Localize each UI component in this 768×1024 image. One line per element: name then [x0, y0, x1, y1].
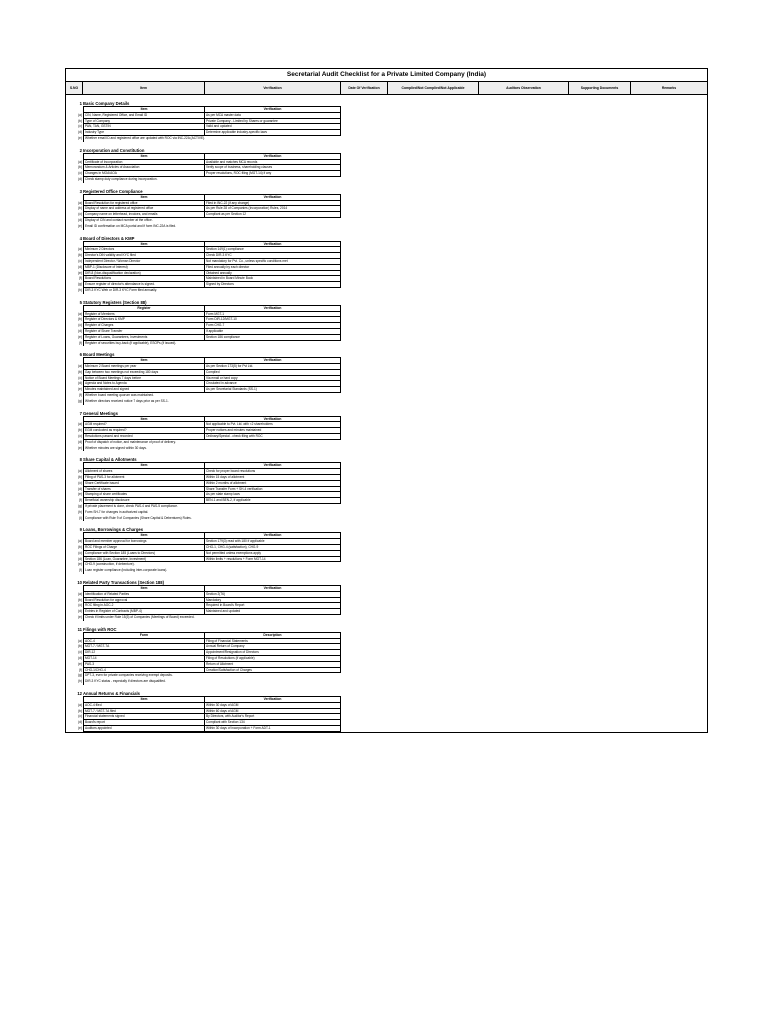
- row-verification: Within 30 days of incorporation + Form ADT-1: [205, 726, 341, 732]
- section-title: General Meetings: [83, 410, 341, 417]
- row-item: MGT-7 / MGT-7A: [83, 644, 205, 650]
- row-serial: (c): [78, 258, 82, 263]
- row-verification: Obtained annually: [205, 271, 341, 277]
- section-number: 7: [79, 410, 82, 416]
- row-serial: (e): [78, 725, 82, 730]
- row-item: CHG-9 (construction, if debenture).: [83, 562, 341, 568]
- row-verification: As per Rule 28 of Companies (Incorporation) Rules, 2014: [205, 206, 341, 212]
- row-verification: Available and matches MCA records: [205, 160, 341, 166]
- row-verification: Filed in INC-22 (if any change): [205, 201, 341, 207]
- section-title: Statutory Registers (Section 88): [83, 299, 341, 306]
- row-verification: Filing of Financial Statements: [205, 639, 341, 645]
- row-verification: Within 2 months of allotment: [205, 481, 341, 487]
- row-serial: (c): [78, 212, 82, 217]
- row-serial: (e): [78, 661, 82, 666]
- checklist-sheet: [65, 68, 708, 733]
- col-date: Date Of Verification: [341, 82, 388, 94]
- row-verification: Required in Board's Report: [205, 603, 341, 609]
- section-header-item: Item: [83, 195, 205, 201]
- row-serial: (c): [78, 323, 82, 328]
- section-number: 2: [79, 147, 82, 153]
- row-serial: (b): [78, 206, 82, 211]
- row-item: Section 186 (Loan, Guarantee, Investment): [83, 557, 205, 563]
- section-header-item: Item: [83, 463, 205, 469]
- section-title: Board Meetings: [83, 351, 341, 358]
- row-item: Entries in Register of Contracts (MBP-4): [83, 609, 205, 615]
- row-item: Board Resolutions: [83, 276, 205, 282]
- row-verification: As per Section 173(5) for Pvt Ltd.: [205, 364, 341, 370]
- section-title-row: [66, 626, 707, 633]
- col-remarks: Remarks: [661, 86, 677, 90]
- row-item: MGT-14: [83, 656, 205, 662]
- row-verification: CHG-1, CHG-4 (satisfaction), CHG-9: [205, 545, 341, 551]
- row-item: Compliance with Rule 9 of Companies (Share Capital & Debentures) Rules.: [83, 516, 341, 522]
- row-serial: (f): [78, 276, 82, 281]
- row-item: Minimum 2 Directors: [83, 247, 205, 253]
- row-serial: (d): [78, 655, 82, 660]
- section-title-row: [66, 188, 707, 195]
- section-header-item: Item: [83, 533, 205, 539]
- row-item: Register of Charges: [83, 323, 205, 329]
- section-title-row: [66, 410, 707, 417]
- row-serial: (c): [78, 603, 82, 608]
- row-item: PAN, TAN, GSTIN: [83, 124, 205, 130]
- row-serial: (c): [78, 480, 82, 485]
- row-serial: (d): [78, 439, 82, 444]
- row-serial: (d): [78, 176, 82, 181]
- row-serial: (g): [78, 504, 82, 509]
- row-item: PAS-3: [83, 662, 205, 668]
- row-serial: (a): [78, 539, 82, 544]
- section-title-row: [66, 690, 707, 697]
- row-serial: (e): [78, 492, 82, 497]
- row-serial: (a): [78, 702, 82, 707]
- section-header-item: Item: [83, 697, 205, 703]
- section-header-item: Item: [83, 242, 205, 248]
- row-verification: Valid and updated: [205, 124, 341, 130]
- section-title: Loans, Borrowings & Charges: [83, 526, 341, 533]
- row-verification: Private Company - Limited by Shares or guarantee: [205, 119, 341, 125]
- checklist-row: [66, 726, 707, 732]
- row-item: If private placement is done, check PAS-4 and PAS-5 compliance.: [83, 504, 341, 510]
- section-title-row: [66, 526, 707, 533]
- section-header-verification: Verification: [205, 107, 341, 113]
- section-number: 3: [79, 188, 82, 194]
- row-item: Form SH-7 for changes in authorized capital.: [83, 510, 341, 516]
- section-header-item: Item: [83, 107, 205, 113]
- row-item: Register of securities buy-back (if applicable), ESOPs (if issued).: [83, 341, 341, 347]
- row-serial: (c): [78, 375, 82, 380]
- section-header-item: Item: [83, 358, 205, 364]
- row-verification: Appointment/Resignation of Directors: [205, 650, 341, 656]
- row-serial: (h): [78, 287, 82, 292]
- row-item: DIR-3 KYC Web or DIR-3 KYC Form filed annually.: [83, 288, 341, 294]
- row-item: DIR-3 KYC status - especially if directors are disqualified.: [83, 679, 341, 685]
- row-item: Certificate of Incorporation: [83, 160, 205, 166]
- row-item: CIN, Name, Registered Office, and Email ID: [83, 113, 205, 119]
- row-item: Industry Type: [83, 130, 205, 136]
- row-serial: (e): [78, 562, 82, 567]
- section-title-row: [66, 235, 707, 242]
- row-item: Whether minutes are signed within 30 days.: [83, 446, 341, 452]
- row-verification: Share Transfer Form + SH-4 verification: [205, 487, 341, 493]
- row-verification: Form CHG-7: [205, 323, 341, 329]
- section-title: Incorporation and Constitution: [83, 147, 341, 154]
- section-header-verification: Verification: [205, 697, 341, 703]
- row-item: Filing of PAS-3 for allotment: [83, 475, 205, 481]
- row-item: Proof of dispatch of notice, and maintenance of proof of delivery.: [83, 440, 341, 446]
- row-item: Resolutions passed and recorded: [83, 434, 205, 440]
- row-item: Beneficial ownership disclosure: [83, 498, 205, 504]
- row-verification: Maintained in Board Minute Book: [205, 276, 341, 282]
- section-8: [66, 451, 707, 521]
- section-header-verification: Verification: [205, 463, 341, 469]
- row-item: Board Resolution for registered office: [83, 201, 205, 207]
- section-title-row: [66, 299, 707, 306]
- section-header-item: Item: [83, 417, 205, 423]
- section-header-verification: Verification: [205, 533, 341, 539]
- section-header-item: Item: [83, 154, 205, 160]
- row-item: CHG-1/CHG-4: [83, 668, 205, 674]
- row-verification: Proper resolutions, ROC filing (MGT-14) if any: [205, 171, 341, 177]
- row-item: Loan register compliance (including inter-corporate loans).: [83, 568, 341, 574]
- col-observation: Auditors Observation: [479, 82, 569, 94]
- section-header-item: Register: [83, 306, 205, 312]
- row-verification: Annual Return of Company: [205, 644, 341, 650]
- row-item: Whether email ID and registered office are updated with ROC via INC-22A (ACTIVE).: [83, 136, 341, 142]
- row-verification: Mandatory: [205, 598, 341, 604]
- row-item: Email ID confirmation on MCA portal and if form INC-22A is filed.: [83, 224, 341, 230]
- section-2: [66, 142, 707, 183]
- row-serial: (b): [78, 118, 82, 123]
- row-serial: (a): [78, 112, 82, 117]
- row-item: Independent Director / Woman Director: [83, 259, 205, 265]
- section-title: Share Capital & Allotments: [83, 456, 341, 463]
- section-title-row: [66, 351, 707, 358]
- row-serial: (b): [78, 165, 82, 170]
- row-verification: Form DIR-12/MGT-10: [205, 317, 341, 323]
- column-header-row: [65, 81, 708, 95]
- row-item: Agenda and Notes to Agenda: [83, 381, 205, 387]
- row-serial: (a): [78, 591, 82, 596]
- row-item: MGT-7 / MGT-7A filed: [83, 709, 205, 715]
- row-item: Ensure register of director's attendance is signed.: [83, 282, 205, 288]
- row-serial: (a): [78, 364, 82, 369]
- section-title-row: [66, 147, 707, 154]
- section-title-row: [66, 100, 707, 107]
- row-serial: (d): [78, 556, 82, 561]
- row-serial: (e): [78, 334, 82, 339]
- section-header-verification: Verification: [205, 586, 341, 592]
- row-verification: Section 2(76): [205, 592, 341, 598]
- row-item: Identification of Related Parties: [83, 592, 205, 598]
- row-item: MBP-1 (Disclosure of Interest): [83, 265, 205, 271]
- row-verification: Complied: [205, 370, 341, 376]
- row-serial: (c): [78, 434, 82, 439]
- sheet-title: Secretarial Audit Checklist for a Private Limited Company (India): [65, 68, 708, 81]
- row-serial: (d): [78, 720, 82, 725]
- row-verification: Proper notices and minutes maintained: [205, 428, 341, 434]
- row-serial: (a): [78, 638, 82, 643]
- row-item: Register of Members: [83, 312, 205, 318]
- row-item: Auditors appointed: [83, 726, 205, 732]
- row-item: Notice of Board Meetings 7 days before: [83, 376, 205, 382]
- row-item: ROC Filings of Charge: [83, 545, 205, 551]
- row-item: AOC-4 filed: [83, 703, 205, 709]
- col-item: Item: [83, 82, 205, 94]
- col-verification: Verification: [205, 82, 341, 94]
- row-item: DPT-3, even for private companies receiving exempt deposits.: [83, 673, 341, 679]
- section-header-verification: Verification: [205, 154, 341, 160]
- row-item: Register of Loans, Guarantees, Investments: [83, 335, 205, 341]
- row-serial: (a): [78, 469, 82, 474]
- row-item: Whether board meeting quorum was maintained.: [83, 393, 341, 399]
- section-header-verification: Verification: [205, 195, 341, 201]
- row-verification: By Directors, with Auditor's Report: [205, 714, 341, 720]
- section-title: Registered Office Compliance: [83, 188, 341, 195]
- row-serial: (a): [78, 422, 82, 427]
- row-item: Board and member approval for borrowings: [83, 539, 205, 545]
- row-serial: (e): [78, 445, 82, 450]
- section-title: Basic Company Details: [83, 100, 341, 107]
- row-serial: (c): [78, 714, 82, 719]
- row-serial: (c): [78, 124, 82, 129]
- row-verification: Filed annually by each director: [205, 265, 341, 271]
- row-verification: BEN-1 and BEN-2, if applicable: [205, 498, 341, 504]
- row-item: Display of CIN and contact number at the office.: [83, 218, 341, 224]
- row-verification: Filing of Resolutions (if applicable): [205, 656, 341, 662]
- row-serial: (b): [78, 428, 82, 433]
- row-serial: (e): [78, 270, 82, 275]
- section-title-row: [66, 456, 707, 463]
- row-verification: Form MGT-1: [205, 312, 341, 318]
- row-item: Display of name and address at registered office: [83, 206, 205, 212]
- row-verification: Within 30 days of AGM: [205, 703, 341, 709]
- section-title: Annual Returns & Financials: [83, 690, 341, 697]
- row-item: EGM conducted as required?: [83, 428, 205, 434]
- row-verification: Not mandatory for Pvt. Co., unless specific conditions met: [205, 259, 341, 265]
- row-verification: Within limits + resolutions + Form MGT-14: [205, 557, 341, 563]
- row-serial: (f): [78, 393, 82, 398]
- row-verification: As per state stamp laws: [205, 492, 341, 498]
- row-serial: (e): [78, 387, 82, 392]
- section-title: Filings with ROC: [83, 626, 341, 633]
- row-verification: Maintained and updated: [205, 609, 341, 615]
- row-item: Check if limits under Rule 15(3) of Companies (Meetings of Board) exceeded.: [83, 615, 341, 621]
- row-item: Gap between two meetings not exceeding 180 days: [83, 370, 205, 376]
- row-item: Minimum 2 Board meetings per year: [83, 364, 205, 370]
- row-verification: Circulated in advance: [205, 381, 341, 387]
- row-item: Type of Company: [83, 119, 205, 125]
- section-11: [66, 621, 707, 685]
- row-item: Minutes maintained and signed: [83, 387, 205, 393]
- row-serial: (b): [78, 708, 82, 713]
- section-7: [66, 405, 707, 452]
- row-item: DIR-8 (Non-disqualification declaration): [83, 271, 205, 277]
- section-number: 12: [77, 690, 82, 696]
- row-item: Changes in MOA/AOA: [83, 171, 205, 177]
- row-serial: (a): [78, 200, 82, 205]
- section-header-verification: Description: [205, 633, 341, 639]
- row-item: Board Resolution for approval: [83, 598, 205, 604]
- section-12: [66, 685, 707, 732]
- section-5: [66, 294, 707, 347]
- row-verification: Check for proper board resolutions: [205, 469, 341, 475]
- row-verification: As per Secretarial Standards (SS-1): [205, 387, 341, 393]
- row-verification: Ordinary/Special - check filing with ROC: [205, 434, 341, 440]
- section-number: 8: [79, 457, 82, 463]
- section-title: Board of Directors & KMP: [83, 235, 341, 242]
- row-serial: (h): [78, 679, 82, 684]
- section-title: Related Party Transactions (Section 188): [83, 579, 341, 586]
- row-serial: (b): [78, 253, 82, 258]
- row-serial: (d): [78, 130, 82, 135]
- row-item: Board's report: [83, 720, 205, 726]
- row-item: DIR-12: [83, 650, 205, 656]
- section-header-verification: Verification: [205, 417, 341, 423]
- row-serial: (d): [78, 486, 82, 491]
- col-complied: Complied/Not Complied/Not Applicable: [388, 82, 479, 94]
- section-number: 9: [79, 527, 82, 533]
- row-serial: (d): [78, 381, 82, 386]
- col-sno: S.NO: [66, 82, 83, 94]
- row-item: Register of Share Transfer: [83, 329, 205, 335]
- row-verification: As per MCA master data: [205, 113, 341, 119]
- row-serial: (d): [78, 217, 82, 222]
- row-item: AGM required?: [83, 422, 205, 428]
- section-6: [66, 346, 707, 404]
- row-item: ROC filing in AOC-2: [83, 603, 205, 609]
- row-item: Director's DIN validity and KYC filed: [83, 253, 205, 259]
- row-verification: If applicable: [205, 329, 341, 335]
- row-verification: Not permitted unless exemptions apply: [205, 551, 341, 557]
- section-number: 10: [77, 580, 82, 585]
- row-serial: (g): [78, 398, 82, 403]
- row-serial: (b): [78, 369, 82, 374]
- row-item: Transfer of shares: [83, 487, 205, 493]
- section-header-item: Form: [83, 633, 205, 639]
- section-9: [66, 521, 707, 574]
- row-serial: (c): [78, 171, 82, 176]
- row-serial: (g): [78, 673, 82, 678]
- section-header-verification: Verification: [205, 306, 341, 312]
- row-verification: Within 15 days of allotment: [205, 475, 341, 481]
- row-item: Stamping of share certificates: [83, 492, 205, 498]
- row-item: Check stamp duty compliance during incorporation.: [83, 177, 341, 183]
- row-verification: Creation/Satisfaction of Charges: [205, 668, 341, 674]
- row-serial: (a): [78, 247, 82, 252]
- row-verification: Verify scope of business, shareholding clauses: [205, 165, 341, 171]
- row-serial: (h): [78, 509, 82, 514]
- row-verification: Section 179(3) read with 180 if applicable: [205, 539, 341, 545]
- section-number: 11: [77, 626, 82, 632]
- row-serial: (f): [78, 340, 82, 345]
- row-serial: (g): [78, 282, 82, 287]
- row-item: Company name on letterhead, invoices, and emails: [83, 212, 205, 218]
- section-number: 6: [79, 352, 82, 358]
- section-header-verification: Verification: [205, 358, 341, 364]
- row-serial: (b): [78, 644, 82, 649]
- row-verification: Section 186 compliance: [205, 335, 341, 341]
- row-serial: (f): [78, 667, 82, 672]
- row-serial: (e): [78, 223, 82, 228]
- section-header-item: Item: [83, 586, 205, 592]
- row-item: Register of Directors & KMP: [83, 317, 205, 323]
- row-verification: Via email or hard copy: [205, 376, 341, 382]
- row-serial: (e): [78, 614, 82, 619]
- row-item: Memorandum & Articles of Association: [83, 165, 205, 171]
- row-item: Allotment of shares: [83, 469, 205, 475]
- row-serial: (b): [78, 545, 82, 550]
- section-number: 4: [79, 235, 82, 241]
- row-verification: Check DIR-3 KYC: [205, 253, 341, 259]
- col-supporting-docs: Supporting Documents: [569, 82, 631, 94]
- section-title-row: [66, 579, 707, 586]
- row-item: AOC-4: [83, 639, 205, 645]
- row-serial: (c): [78, 550, 82, 555]
- row-serial: (e): [78, 135, 82, 140]
- row-verification: Not applicable to Pvt. Ltd. with <2 shareholders: [205, 422, 341, 428]
- row-verification: Signed by Directors: [205, 282, 341, 288]
- row-serial: (d): [78, 609, 82, 614]
- row-item: Share Certificate issued: [83, 481, 205, 487]
- row-serial: (d): [78, 264, 82, 269]
- sections-body: [65, 95, 708, 733]
- row-verification: Compliant as per Section 12: [205, 212, 341, 218]
- row-verification: Section 149(1) compliance: [205, 247, 341, 253]
- row-verification: Determine applicable industry-specific laws: [205, 130, 341, 136]
- section-number: 5: [79, 299, 82, 305]
- section-4: [66, 230, 707, 294]
- section-1: [66, 95, 707, 142]
- row-serial: (b): [78, 317, 82, 322]
- row-serial: (a): [78, 311, 82, 316]
- row-serial: (c): [78, 650, 82, 655]
- section-10: [66, 574, 707, 621]
- row-serial: (f): [78, 568, 82, 573]
- row-verification: Return of Allotment: [205, 662, 341, 668]
- row-verification: Compliant with Section 134: [205, 720, 341, 726]
- row-item: Compliance with Section 185 (Loans to Directors): [83, 551, 205, 557]
- row-serial: (d): [78, 328, 82, 333]
- section-header-verification: Verification: [205, 242, 341, 248]
- row-item: Financial statements signed: [83, 714, 205, 720]
- section-number: 1: [79, 101, 82, 106]
- section-3: [66, 183, 707, 230]
- row-serial: (f): [78, 498, 82, 503]
- row-serial: (b): [78, 475, 82, 480]
- row-serial: (i): [79, 515, 82, 520]
- row-verification: Within 60 days of AGM: [205, 709, 341, 715]
- row-item: Whether directors received notice 7 days prior as per SS-1.: [83, 399, 341, 405]
- row-serial: (b): [78, 597, 82, 602]
- row-serial: (a): [78, 159, 82, 164]
